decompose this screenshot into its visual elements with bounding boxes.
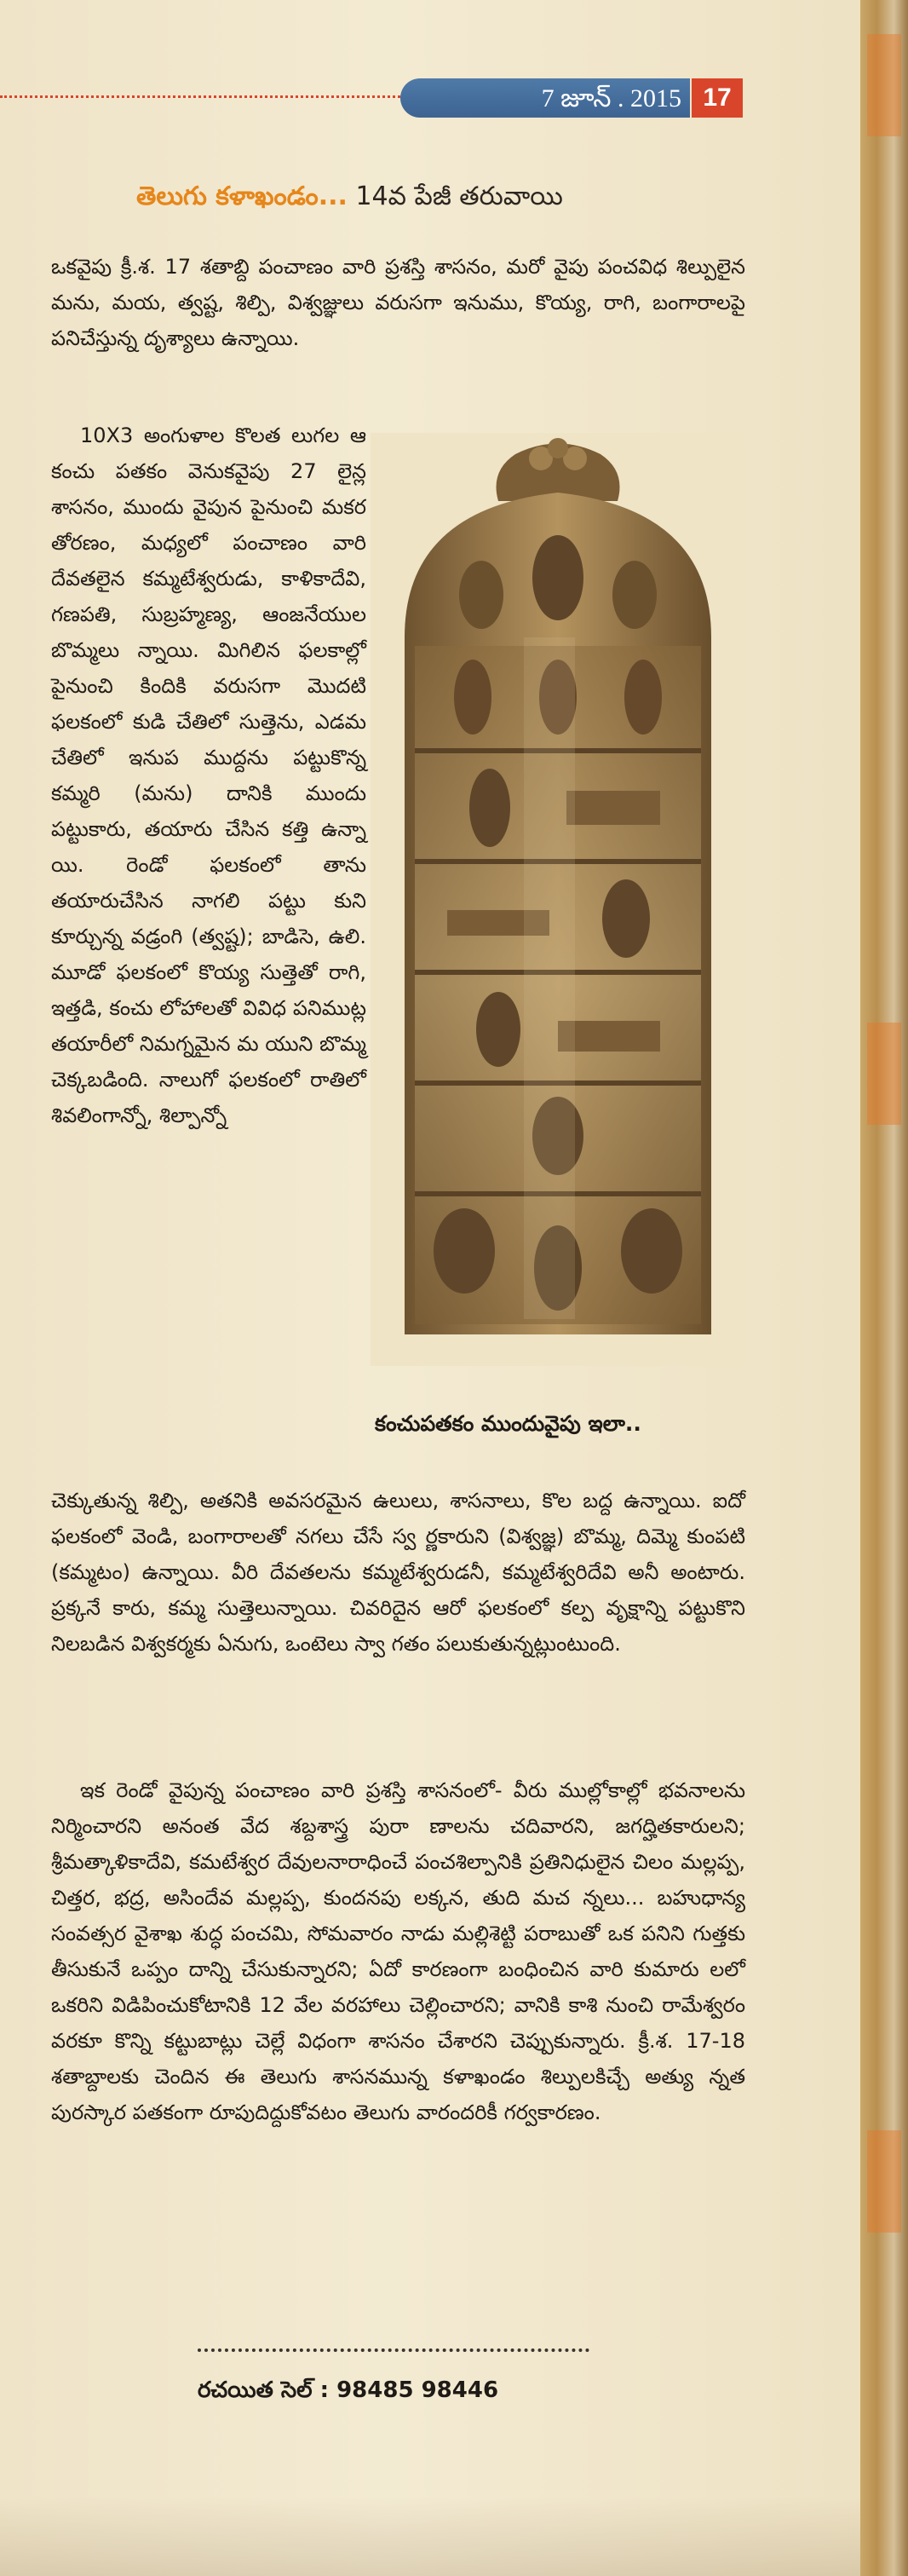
edge-color-band xyxy=(867,34,901,136)
bronze-plaque-image xyxy=(371,433,745,1366)
article-intro xyxy=(51,249,745,407)
issue-date: 7 జూన్ . 2015 xyxy=(541,84,681,112)
final-paragraph: ఇక రెండో వైపున్న పంచాణం వారి ప్రశస్తి శాసనంలో- వీరు ముల్లోకాల్లో భవనాలను నిర్మించారని అనంత వేద శబ్దశాస్త్ర పురా ణాలను చదివారని, జగద్హితకారులని; శ్రీమత్కాళికాదేవి, కమటేశ్వర దేవులనారాధించే పంచశిల్పానికి ప్రతినిధులైన చిలం మల్లప్ప, చిత్తర, భద్ర, అసిందేవ మల్లప్ప, కుందనపు లక్కన, తుది మచ న్నలు... బహుధాన్య సంవత్సర వైశాఖ శుద్ధ పంచమి, సోమవారం నాడు మల్లిశెట్టి పరాబుతో ఒక పనిని గుత్తకు తీసుకునే ఒప్పం దాన్ని చేసుకున్నారని; ఏదో కారణంగా బంధించిన వారి కుమారు లలో ఒకరిని విడిపించుకోటానికి 12 వేల వరహాలు చెల్లించారని; వానికి కాశి నుంచి రామేశ్వరం వరకూ కొన్ని కట్టుబాట్లు చెల్లే విధంగా శాసనం చేశారని చెప్పుకున్నారు. క్రీ.శ. 17-18 శతాబ్దాలకు చెందిన ఈ తెలుగు శాసనమున్న కళాఖండం శిల్పులకిచ్చే అత్యు న్నత పురస్కార పతకంగా రూపుదిద్దుకోవటం తెలుగు వారందరికీ గర్వకారణం. xyxy=(51,1778,745,2124)
bronze-plaque-photo xyxy=(371,433,745,1366)
continuation-heading xyxy=(136,176,767,218)
continuation-note: 14వ పేజీ తరువాయి xyxy=(355,182,563,211)
author-cell-number: రచయిత సెల్ : 98485 98446 xyxy=(198,2377,499,2403)
edge-color-band xyxy=(867,2130,901,2233)
page-fold-shadow xyxy=(0,2497,860,2576)
edge-color-band xyxy=(867,1023,901,1125)
page-number: 17 xyxy=(692,78,743,118)
intro-paragraph: ఒకవైపు క్రీ.శ. 17 శతాబ్ది పంచాణం వారి ప్రశస్తి శాసనం, మరో వైపు పంచవిధ శిల్పులైన మను, మయ, త్వష్ట, శిల్పి, విశ్వజ్ఞులు వరుసగా ఇనుము, కొయ్య, రాగి, బంగారాలపై పనిచేస్తున్న దృశ్యాలు ఉన్నాయి. xyxy=(51,255,745,350)
photo-caption: కంచుపతకం ముందువైపు ఇలా.. xyxy=(375,1411,641,1436)
column-paragraph: 10X3 అంగుళాల కొలత లుగల ఆ కంచు పతకం వెనుకవైపు 27 లైన్ల శాసనం, ముందు వైపున పైనుంచి మకర తోరణం, మధ్యలో పంచాణం వారి దేవతలైన కమ్మటేశ్వరుడు, కాళికాదేవి, గణపతి, సుబ్రహ్మణ్య, ఆంజనేయుల బొమ్మలు న్నాయి. మిగిలిన ఫలకాల్లో పైనుంచి కిందికి వరుసగా మొదటి ఫలకంలో కుడి చేతిలో సుత్తెను, ఎడమ చేతిలో ఇనుప ముద్దను పట్టుకొన్న కమ్మరి (మను) దానికి ముందు పట్టుకారు, తయారు చేసిన కత్తి ఉన్నా యి. రెండో ఫలకంలో తాను తయారుచేసిన నాగలి పట్టు కుని కూర్చున్న వడ్రంగి (త్వష్ట); బాడిసె, ఉలి. మూడో ఫలకంలో కొయ్య సుత్తెతో రాగి, ఇత్తడి, కంచు లోహాలతో వివిధ పనిముట్ల తయారీలో నిమగ్నమైన మ యుని బొమ్మ చెక్కబడింది. నాలుగో ఫలకంలో రాతిలో శివలింగాన్నో, శిల్పాన్నో xyxy=(51,424,366,1127)
header-dotted-rule xyxy=(0,95,400,98)
article-wide-section xyxy=(51,1483,745,1764)
continuation-title: తెలుగు కళాఖండం... xyxy=(136,182,348,211)
adjacent-page-edge xyxy=(860,0,908,2576)
article-final-section xyxy=(51,1772,745,2267)
wide-paragraph: చెక్కుతున్న శిల్పి, అతనికి అవసరమైన ఉలులు, శాసనాలు, కొల బద్ద ఉన్నాయి. ఐదో ఫలకంలో వెండి, బంగారాలతో నగలు చేసే స్వ ర్ణకారుని (విశ్వజ్ఞ) బొమ్మ, దిమ్మె కుంపటి (కమ్మటం) ఉన్నాయి. వీరి దేవతలను కమ్మటేశ్వరుడనీ, కమ్మటేశ్వరిదేవి అనీ అంటారు. ప్రక్కనే కారు, కమ్మ సుత్తెలున్నాయి. చివరిదైన ఆరో ఫలకంలో కల్ప వృక్షాన్ని పట్టుకొని నిలబడిన విశ్వకర్మకు ఏనుగు, ఒంటెలు స్వా గతం పలుకుతున్నట్లుంటుంది. xyxy=(51,1489,745,1656)
footer-dotted-rule xyxy=(198,2348,589,2352)
article-column xyxy=(51,418,366,1483)
